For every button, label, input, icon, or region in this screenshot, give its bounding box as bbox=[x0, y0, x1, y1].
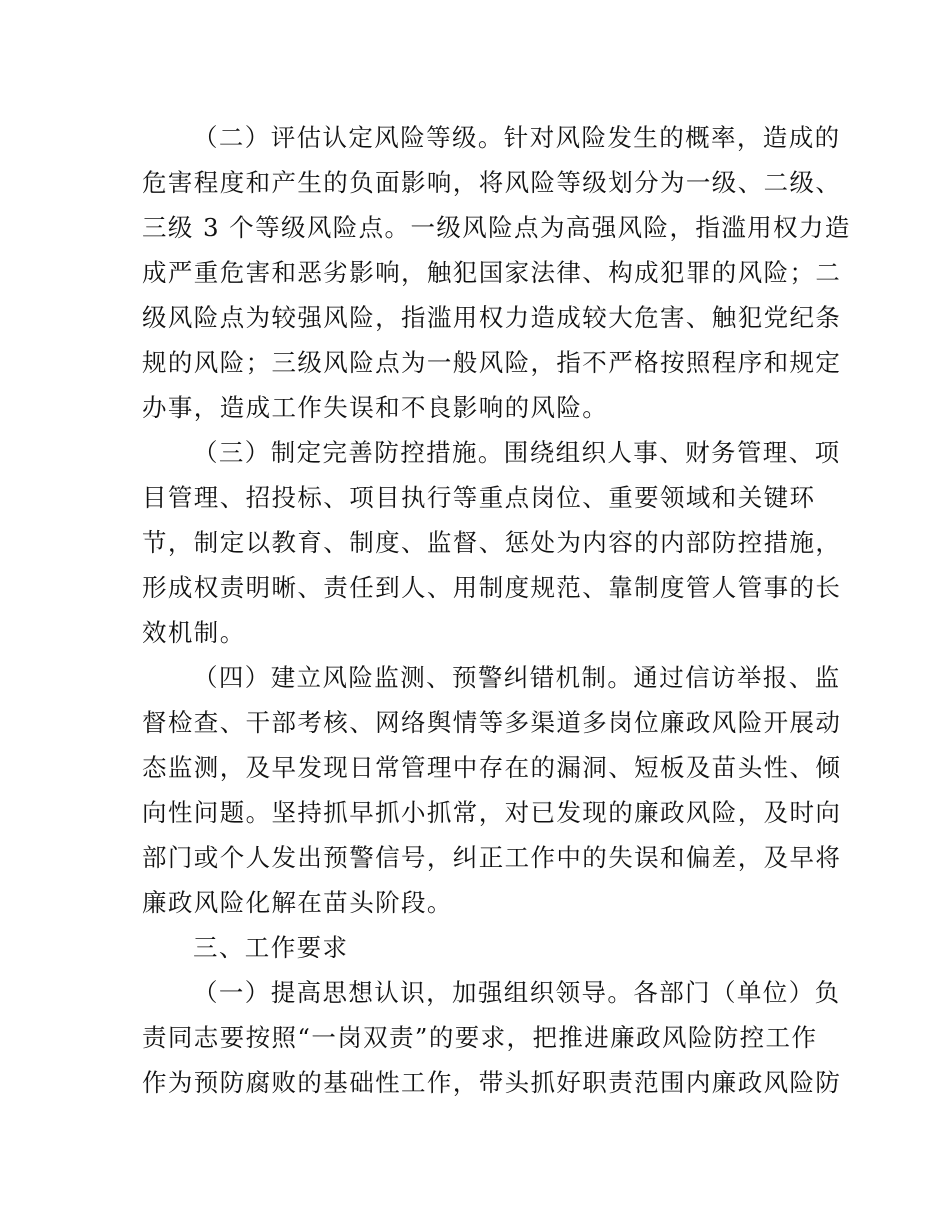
text-line: 办事，造成工作失误和不良影响的风险。 bbox=[142, 393, 609, 422]
text-line: （二）评估认定风险等级。针对风险发生的概率，造成的 bbox=[193, 123, 841, 152]
text-line: 责同志要按照“一岗双责”的要求，把推进廉政风险防控工作 bbox=[142, 1023, 818, 1052]
text-line: 危害程度和产生的负面影响，将风险等级划分为一级、二级、 bbox=[142, 168, 842, 197]
text-line: 态监测，及早发现日常管理中存在的漏洞、短板及苗头性、倾 bbox=[142, 753, 842, 782]
text-line: （三）制定完善防控措施。围绕组织人事、财务管理、项 bbox=[193, 438, 841, 467]
text-line: 规的风险；三级风险点为一般风险，指不严格按照程序和规定 bbox=[142, 348, 842, 377]
text-line: 部门或个人发出预警信号，纠正工作中的失误和偏差，及早将 bbox=[142, 843, 842, 872]
text-line: 廉政风险化解在苗头阶段。 bbox=[142, 888, 453, 917]
text-line: 形成权责明晰、责任到人、用制度规范、靠制度管人管事的长 bbox=[142, 573, 842, 602]
text-line: 级风险点为较强风险，指滥用权力造成较大危害、触犯党纪条 bbox=[142, 303, 842, 332]
text-line: 督检查、干部考核、网络舆情等多渠道多岗位廉政风险开展动 bbox=[142, 708, 842, 737]
text-line: 向性问题。坚持抓早抓小抓常，对已发现的廉政风险，及时向 bbox=[142, 798, 842, 827]
text-line: 目管理、招投标、项目执行等重点岗位、重要领域和关键环 bbox=[142, 483, 816, 512]
heading-line: 三、工作要求 bbox=[193, 933, 349, 962]
text-line: （四）建立风险监测、预警纠错机制。通过信访举报、监 bbox=[193, 663, 841, 692]
text-line: 效机制。 bbox=[142, 618, 246, 647]
text-line: 三级 3 个等级风险点。一级风险点为高强风险，指滥用权力造 bbox=[142, 213, 851, 242]
text-line: 节，制定以教育、制度、监督、惩处为内容的内部防控措施， bbox=[142, 528, 842, 557]
text-line: 作为预防腐败的基础性工作，带头抓好职责范围内廉政风险防 bbox=[142, 1068, 842, 1097]
text-line: 成严重危害和恶劣影响，触犯国家法律、构成犯罪的风险；二 bbox=[142, 258, 842, 287]
text-line: （一）提高思想认识，加强组织领导。各部门（单位）负 bbox=[193, 978, 841, 1007]
